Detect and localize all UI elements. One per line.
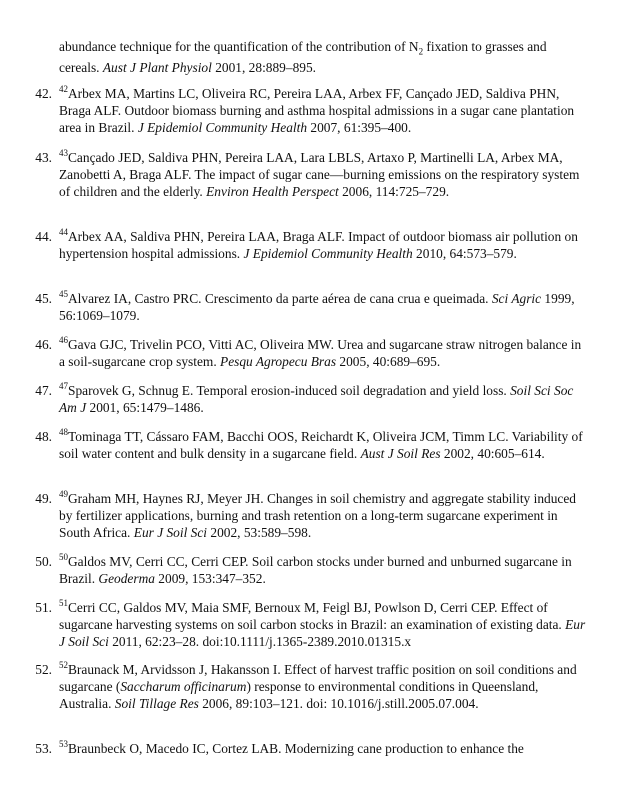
- reference-citation: Cançado JED, Saldiva PHN, Pereira LAA, Lara LBLS, Artaxo P, Martinelli LA, Arbex MA, Zanobetti A, Braga ALF. The impact of sugar cane—burning emissions on the respiratory system of children and the elderly.: [59, 150, 580, 199]
- reference-body: [59, 490, 589, 541]
- reference-details: 2011, 62:23–28. doi:10.1111/j.1365-2389.2010.01315.x: [108, 634, 412, 649]
- reference-citation: Arbex AA, Saldiva PHN, Pereira LAA, Braga ALF. Impact of outdoor biomass air pollution on hypertension hospital admissions.: [59, 229, 578, 261]
- reference-number: 52.: [35, 662, 52, 677]
- reference-citation: Alvarez IA, Castro PRC. Crescimento da parte aérea de cana crua e queimada.: [68, 291, 492, 306]
- reference-journal: Geoderma: [98, 571, 155, 586]
- species-name: Saccharum officinarum: [120, 679, 247, 694]
- reference-journal: Soil Tillage Res: [114, 696, 199, 711]
- reference-superscript: 50: [59, 551, 68, 562]
- reference-body: [59, 599, 589, 650]
- reference-number: 48.: [35, 429, 52, 444]
- reference-number: 46.: [35, 337, 52, 352]
- reference-body: [59, 740, 589, 757]
- reference-superscript: 44: [59, 226, 68, 237]
- reference-body: [59, 85, 589, 136]
- continued-tail: 2001, 28:889–895.: [211, 60, 317, 75]
- reference-number: 51.: [35, 600, 52, 615]
- reference-details: 2006, 114:725–729.: [338, 184, 450, 199]
- reference-citation: Graham MH, Haynes RJ, Meyer JH. Changes in soil chemistry and aggregate stability induced by fertilizer applications, burning and trash retention on a long-term sugarcane experiment in South Africa.: [59, 491, 576, 540]
- continued-text-a: abundance technique for the quantification of the contribution of N: [59, 39, 419, 54]
- reference-citation: Arbex MA, Martins LC, Oliveira RC, Pereira LAA, Arbex FF, Cançado JED, Saldiva PHN, Braga ALF. Outdoor biomass burning and asthma hospital admissions in a sugar cane plantation area in Brazil.: [59, 86, 575, 135]
- reference-body: [59, 149, 589, 200]
- reference-details: 1999, 56:1069–1079.: [59, 291, 575, 323]
- reference-number: 44.: [35, 229, 52, 244]
- continued-reference-text: [59, 36, 589, 78]
- reference-superscript: 42: [59, 83, 68, 94]
- reference-number: 42.: [35, 86, 52, 101]
- reference-details: 2005, 40:689–695.: [336, 354, 441, 369]
- nitrogen-subscript: 2: [418, 46, 424, 57]
- reference-journal: Aust J Soil Res: [360, 446, 441, 461]
- reference-superscript: 43: [59, 147, 68, 158]
- reference-body: [59, 661, 589, 712]
- reference-journal: Environ Health Perspect: [206, 184, 339, 199]
- reference-details: 2001, 65:1479–1486.: [86, 400, 204, 415]
- reference-body: [59, 290, 589, 324]
- reference-citation: Tominaga TT, Cássaro FAM, Bacchi OOS, Reichardt K, Oliveira JCM, Timm LC. Variability of soil water content and bulk density in a sugarcane field.: [59, 429, 583, 461]
- reference-citation: Galdos MV, Cerri CC, Cerri CEP. Soil carbon stocks under burned and unburned sugarcane in Brazil.: [59, 554, 572, 586]
- reference-details: 2006, 89:103–121. doi: 10.1016/j.still.2005.07.004.: [198, 696, 479, 711]
- reference-body: [59, 553, 589, 587]
- reference-details: 2002, 53:589–598.: [207, 525, 312, 540]
- reference-citation-continued: ) response to environmental conditions in Queensland, Australia.: [59, 679, 539, 711]
- reference-details: 2002, 40:605–614.: [440, 446, 545, 461]
- reference-body: [59, 228, 589, 262]
- reference-number: 49.: [35, 491, 52, 506]
- reference-details: 2010, 64:573–579.: [412, 246, 517, 261]
- reference-number: 50.: [35, 554, 52, 569]
- reference-body: [59, 382, 589, 416]
- reference-superscript: 52: [59, 659, 68, 670]
- reference-superscript: 47: [59, 380, 68, 391]
- reference-superscript: 49: [59, 488, 68, 499]
- reference-number: 53.: [35, 741, 52, 756]
- reference-superscript: 45: [59, 288, 68, 299]
- reference-journal: Soil Sci Soc Am J: [59, 383, 574, 415]
- reference-number: 43.: [35, 150, 52, 165]
- reference-journal: Pesqu Agropecu Bras: [220, 354, 337, 369]
- reference-details: 2009, 153:347–352.: [154, 571, 266, 586]
- reference-journal: J Epidemiol Community Health: [243, 246, 413, 261]
- reference-superscript: 53: [59, 738, 68, 749]
- reference-journal: Sci Agric: [491, 291, 542, 306]
- reference-superscript: 48: [59, 426, 68, 437]
- reference-superscript: 46: [59, 334, 68, 345]
- reference-citation: Braunbeck O, Macedo IC, Cortez LAB. Modernizing cane production to enhance the: [68, 741, 524, 756]
- reference-number: 47.: [35, 383, 52, 398]
- continued-text-b: fixation to grasses and cereals.: [59, 39, 547, 75]
- continued-journal: Aust J Plant Physiol: [102, 60, 212, 75]
- reference-body: [59, 336, 589, 370]
- reference-citation: Sparovek G, Schnug E. Temporal erosion-induced soil degradation and yield loss.: [68, 383, 511, 398]
- reference-number: 45.: [35, 291, 52, 306]
- reference-citation: Braunack M, Arvidsson J, Hakansson I. Effect of harvest traffic position on soil conditions and sugarcane (: [59, 662, 577, 694]
- reference-citation: Gava GJC, Trivelin PCO, Vitti AC, Oliveira MW. Urea and sugarcane straw nitrogen balance in a soil-sugarcane crop system.: [59, 337, 582, 369]
- reference-citation: Cerri CC, Galdos MV, Maia SMF, Bernoux M, Feigl BJ, Powlson D, Cerri CEP. Effect of sugarcane harvesting systems on soil carbon stocks in Brazil: an examination of existing data.: [59, 600, 566, 632]
- reference-journal: Eur J Soil Sci: [133, 525, 208, 540]
- reference-details: 2007, 61:395–400.: [307, 120, 412, 135]
- reference-journal: J Epidemiol Community Health: [137, 120, 308, 135]
- reference-journal: Eur J Soil Sci: [59, 617, 586, 649]
- reference-superscript: 51: [59, 597, 68, 608]
- reference-body: [59, 428, 589, 462]
